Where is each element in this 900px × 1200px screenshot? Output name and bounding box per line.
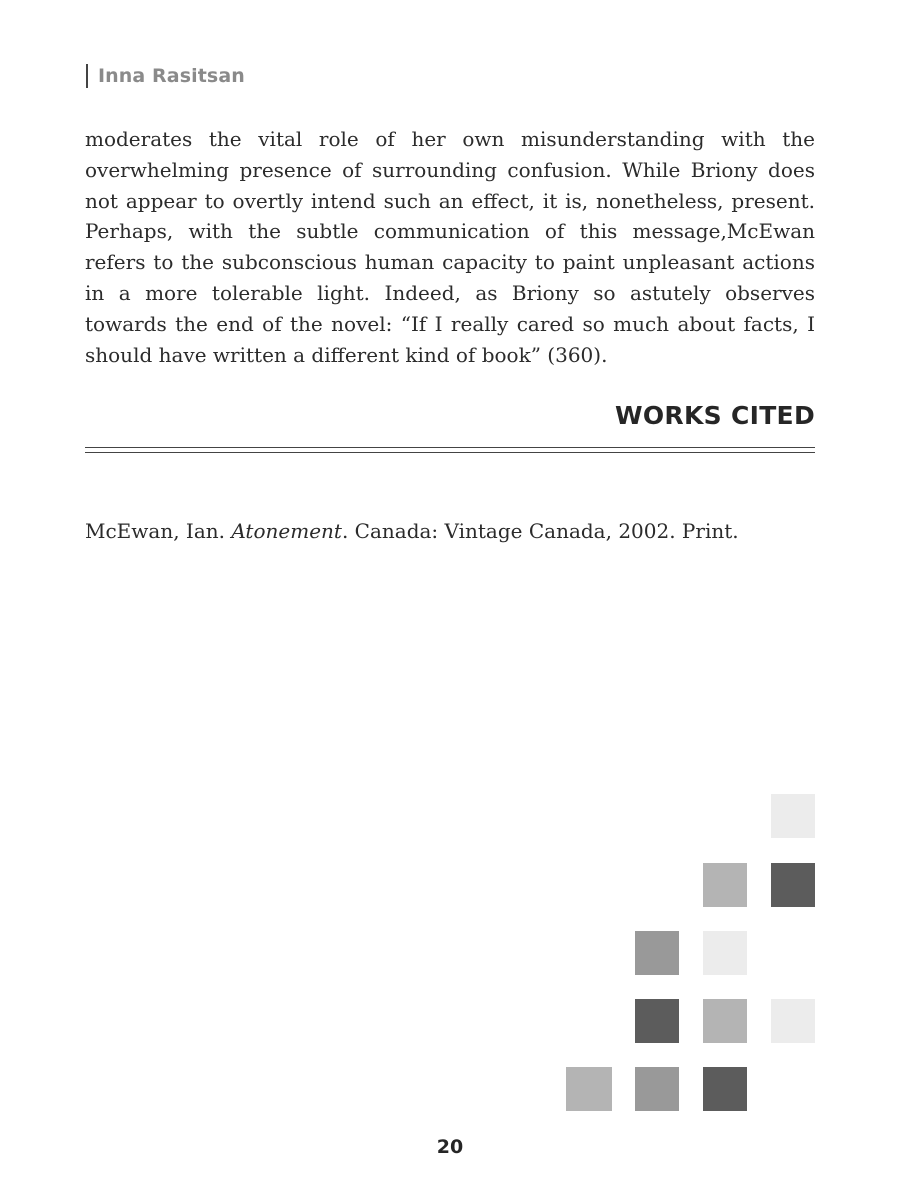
citation-entry xyxy=(85,516,739,546)
grid-square xyxy=(635,931,679,975)
citation-publication: . Canada: Vintage Canada, 2002. Print. xyxy=(341,519,739,543)
heading-rule-top xyxy=(85,447,815,448)
citation-author: McEwan, Ian. xyxy=(85,519,225,543)
grid-square xyxy=(703,931,747,975)
grid-square xyxy=(635,999,679,1043)
works-cited-heading: WORKS CITED xyxy=(615,401,815,430)
running-head-bar xyxy=(86,64,88,88)
grid-square xyxy=(771,999,815,1043)
grid-square xyxy=(703,999,747,1043)
grid-square xyxy=(771,863,815,907)
running-head xyxy=(86,64,245,88)
heading-rule-bottom xyxy=(85,452,815,453)
grid-square xyxy=(566,1067,612,1111)
running-head-author: Inna Rasitsan xyxy=(98,65,245,87)
grid-square xyxy=(703,1067,747,1111)
grid-square xyxy=(635,1067,679,1111)
grid-square xyxy=(771,794,815,838)
grid-square xyxy=(703,863,747,907)
citation-title: Atonement xyxy=(231,519,342,543)
body-paragraph: moderates the vital role of her own misunderstanding with the overwhelming presence of surrounding confusion. While Briony does not appear to overtly intend such an effect, it is, nonetheless, present. Perhaps, with the subtle communication of this message,McEwan refers to the subconscious human capacity to paint unpleasant actions in a more tolerable light. Indeed, as Briony so astutely observes towards the end of the novel: “If I really cared so much about facts, I should have written a different kind of book” (360). xyxy=(85,127,815,367)
page-number: 20 xyxy=(436,1136,464,1158)
